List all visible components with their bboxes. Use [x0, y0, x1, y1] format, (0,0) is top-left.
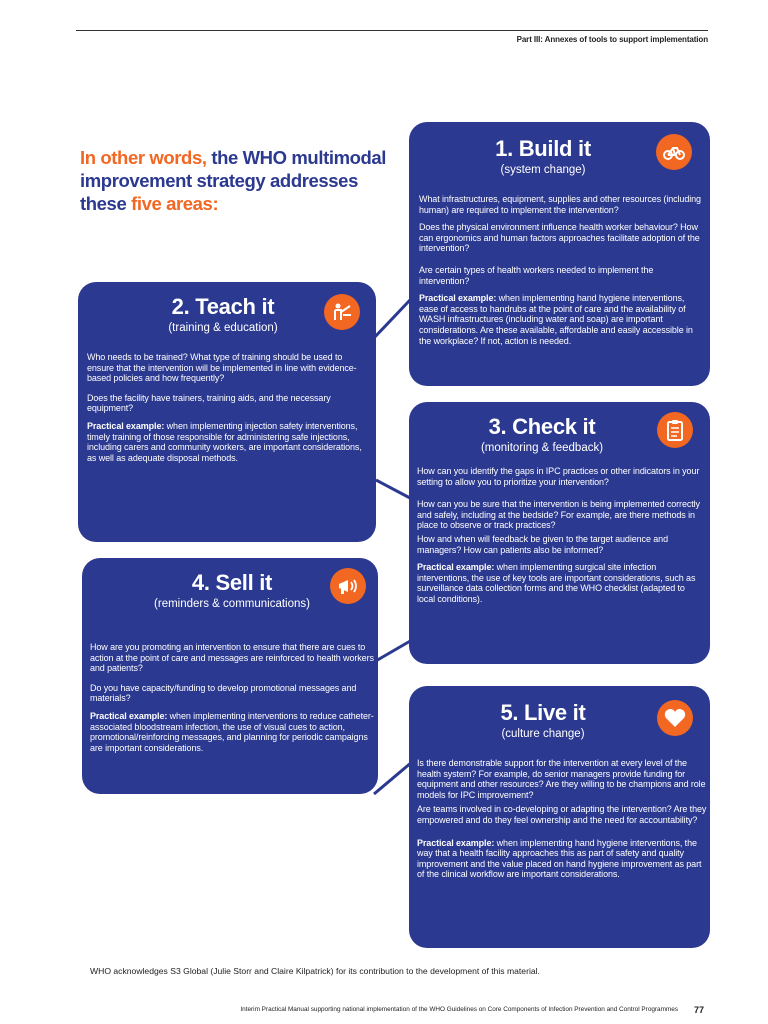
example-label: Practical example:	[417, 562, 495, 573]
running-head: Part III: Annexes of tools to support implementation	[516, 35, 708, 44]
paragraph: Do you have capacity/funding to develop promotional messages and materials?	[90, 682, 357, 704]
example-label: Practical example:	[417, 837, 495, 848]
box-teach-it	[78, 282, 376, 542]
box-body	[87, 352, 369, 470]
page-number: 77	[694, 1005, 705, 1015]
box-subtitle: (training & education)	[168, 322, 278, 334]
paragraph: Does the physical environment influence health worker behaviour? How can ergonomics and human factors approaches facilitate adoption of the intervention?	[419, 222, 700, 254]
example-label: Practical example:	[87, 420, 165, 431]
acknowledgement-footnote: WHO acknowledges S3 Global (Julie Storr and Claire Kilpatrick) for its contribution to the development of this material.	[90, 966, 540, 976]
practical-example	[419, 293, 704, 346]
box-subtitle: (monitoring & feedback)	[480, 442, 604, 454]
box-sell-it	[82, 558, 378, 794]
box-subtitle: (reminders & communications)	[154, 598, 310, 610]
example-text: when implementing injection safety interventions, timely training of those responsible for administering safe injections, including carers and community workers, are important considerations, as well as adequate disposal methods.	[87, 420, 362, 463]
box-build-it	[409, 122, 710, 386]
paragraph: Are certain types of health workers needed to implement the intervention?	[419, 264, 654, 286]
paragraph: How and when will feedback be given to the target audience and managers? How can patients also be informed?	[417, 533, 668, 555]
box-subtitle: (culture change)	[501, 728, 585, 740]
practical-example	[417, 562, 705, 604]
example-text: when implementing interventions to reduce catheter-associated bloodstream infection, the use of visual cues to action, promotional/reinforcing messages, and planning for periodic campaigns are important considerations.	[90, 710, 374, 753]
box-title: 4. Sell it	[191, 570, 273, 595]
example-label: Practical example:	[419, 293, 497, 304]
clipboard-icon	[657, 412, 693, 448]
box-title: 3. Check it	[488, 414, 596, 439]
headline-lead: In other words,	[80, 147, 207, 168]
example-text: when implementing hand hygiene interventions, the way that a health facility approaches this as part of safety and quality improvement and the value placed on hand hygiene improvement as part of the clinical workflow are important considerations.	[417, 837, 702, 880]
paragraph: How can you identify the gaps in IPC practices or other indicators in your setting to allow you to prioritize your intervention?	[417, 466, 700, 487]
example-text: when implementing surgical site infection interventions, the use of key tools are important considerations, such as surveillance data collection forms and the WHO checklist (adapted to local conditions).	[417, 562, 696, 604]
paragraph: How are you promoting an intervention to ensure that there are cues to action at the point of care and messages are reinforced to health workers and patients?	[90, 642, 374, 674]
box-live-it	[409, 686, 710, 948]
paragraph: Does the facility have trainers, training aids, and the necessary equipment?	[87, 392, 331, 414]
megaphone-icon	[330, 568, 366, 604]
bicycle-icon	[656, 134, 692, 170]
paragraph: Is there demonstrable support for the intervention at every level of the health system? For example, do senior managers provide funding for equipment and other resources? Are they willing to be champions and role models for IPC improvement?	[417, 758, 706, 800]
box-check-it	[409, 402, 710, 664]
box-title: 1. Build it	[495, 136, 591, 161]
box-body	[417, 758, 707, 887]
box-body	[90, 642, 376, 760]
box-subtitle: (system change)	[500, 164, 586, 176]
box-title: 5. Live it	[500, 700, 586, 725]
box-body	[417, 466, 705, 612]
example-label: Practical example:	[90, 710, 168, 721]
practical-example	[417, 838, 707, 880]
practical-example	[87, 421, 369, 463]
teacher-icon	[324, 294, 360, 330]
box-title: 2. Teach it	[171, 294, 275, 319]
heart-icon	[657, 700, 693, 736]
paragraph: How can you be sure that the intervention is being implemented correctly and safely, including at the bedside? For example, are there methods in place to observe or track practices?	[417, 499, 700, 531]
headline-emphasis: five areas:	[131, 193, 219, 214]
practical-example	[90, 711, 376, 753]
page-footer: Interim Practical Manual supporting national implementation of the WHO Guidelines on Core Components of Infection Prevention and Control Programmes	[240, 1006, 678, 1013]
paragraph: Are teams involved in co-developing or adapting the intervention? Are they empowered and do they feel ownership and the need for accountability?	[417, 804, 707, 825]
box-body	[419, 194, 704, 353]
paragraph: Who needs to be trained? What type of training should be used to ensure that the intervention will be implemented in line with evidence-based policies and how frequently?	[87, 352, 357, 384]
headline-main: the WHO multimodal improvement strategy addresses these	[80, 147, 387, 214]
paragraph: What infrastructures, equipment, supplies and other resources (including human) are required to implement the intervention?	[419, 194, 701, 215]
example-text: when implementing hand hygiene interventions, ease of access to handrubs at the point of care and the availability of WASH infrastructures (including water and soap) are important considerations. Are these available, affordable and easily accessible in the workplace? If not, action is needed.	[419, 293, 693, 346]
